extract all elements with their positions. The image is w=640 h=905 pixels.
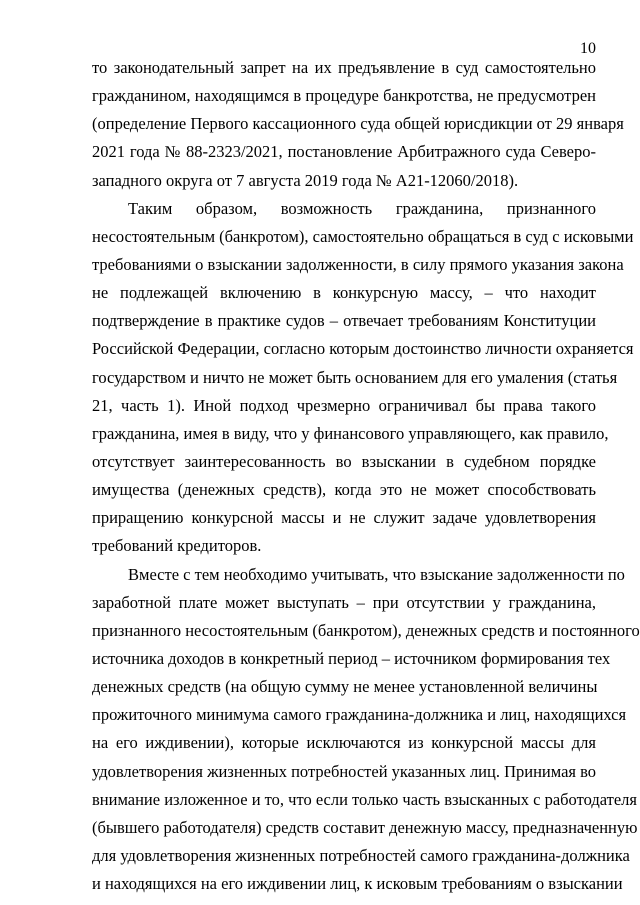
text-line: требований кредиторов. [92,536,262,556]
text-line: несостоятельным (банкротом), самостоятельно обращаться в суд с исковыми [92,226,634,246]
text-line: прожиточного минимума самого гражданина-должника и лиц, находящихся [92,705,627,725]
paragraph [92,195,634,561]
text-line: признанного несостоятельным (банкротом), денежных средств и постоянного [92,620,640,640]
text-line: гражданином, находящимся в процедуре банкротства, не предусмотрен [92,86,596,106]
text-line: 2021 года № 88-2323/2021, постановление Арбитражного суда Северо- [92,142,596,162]
text-line: западного округа от 7 августа 2019 года № А21-12060/2018). [92,170,519,190]
document-body [92,54,640,898]
text-line: имущества (денежных средств), когда это не может способствовать [92,480,596,500]
text-line: государством и ничто не может быть основанием для его умаления (статья [92,367,618,387]
text-line: не подлежащей включению в конкурсную массу, – что находит [92,283,596,303]
text-line: заработной плате может выступать – при отсутствии у гражданина, [92,592,596,612]
paragraph [92,54,624,195]
text-line: Вместе с тем необходимо учитывать, что взыскание задолженности по [128,564,625,584]
text-line: приращению конкурсной массы и не служит задаче удовлетворения [92,508,596,528]
text-line: денежных средств (на общую сумму не менее установленной величины [92,677,598,697]
text-line: Таким образом, возможность гражданина, признанного [128,198,596,218]
text-line: то законодательный запрет на их предъявление в суд самостоятельно [92,58,596,77]
text-line: удовлетворения жизненных потребностей указанных лиц. Принимая во [92,761,597,781]
paragraph [92,561,640,899]
text-line: гражданина, имея в виду, что у финансового управляющего, как правило, [92,423,609,443]
text-line: источника доходов в конкретный период – источником формирования тех [92,648,611,668]
text-line: внимание изложенное и то, что если только часть взысканных с работодателя [92,789,637,809]
text-line: на его иждивении), которые исключаются из конкурсной массы для [92,733,596,753]
text-line: требованиями о взыскании задолженности, в силу прямого указания закона [92,254,624,274]
text-line: для удовлетворения жизненных потребностей самого гражданина-должника [92,845,630,865]
text-line: (определение Первого кассационного суда общей юрисдикции от 29 января [92,114,624,134]
text-line: отсутствует заинтересованность во взыскании в судебном порядке [92,451,596,471]
text-line: (бывшего работодателя) средств составит денежную массу, предназначенную [92,817,638,837]
text-line: Российской Федерации, согласно которым достоинство личности охраняется [92,339,634,359]
page-number: 10 [580,40,596,57]
text-line: подтверждение в практике судов – отвечает требованиям Конституции [92,311,596,331]
text-line: и находящихся на его иждивении лиц, к исковым требованиям о взыскании [92,874,623,894]
text-line: 21, часть 1). Иной подход чрезмерно ограничивал бы права такого [92,395,596,415]
